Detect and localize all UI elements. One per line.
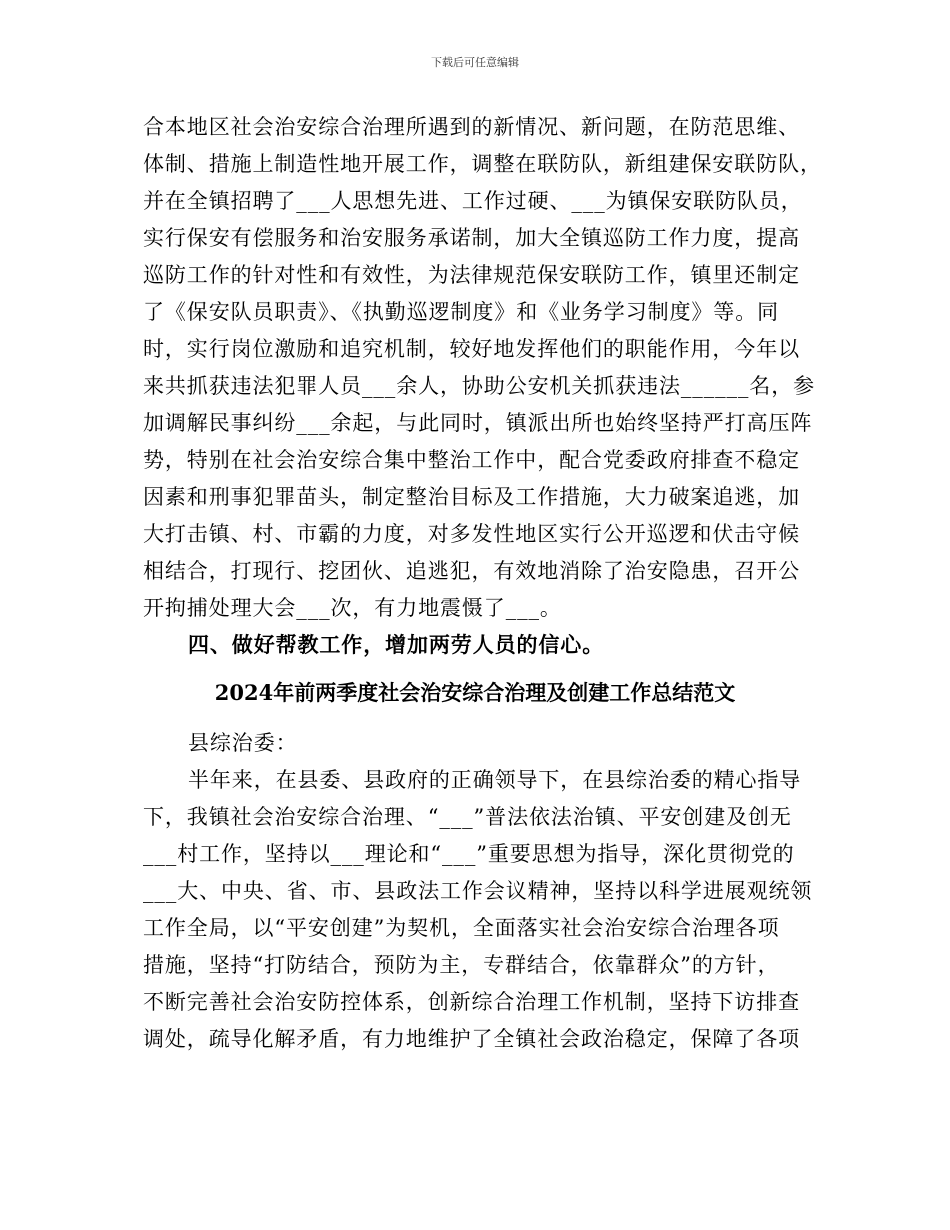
text-line: 实行保安有偿服务和治安服务承诺制，加大全镇巡防工作力度，提高 — [143, 226, 800, 250]
text-line: 合本地区社会治安综合治理所遇到的新情况、新问题，在防范思维、 — [143, 115, 800, 139]
text-line: 时，实行岗位激励和追究机制，较好地发挥他们的职能作用，今年以 — [143, 337, 800, 361]
text-line: 体制、措施上制造性地开展工作，调整在联防队，新组建保安联防队， — [143, 152, 822, 176]
text-line: 巡防工作的针对性和有效性，为法律规范保安联防工作，镇里还制定 — [143, 263, 800, 287]
text-line: 半年来，在县委、县政府的正确领导下，在县综治委的精心指导 — [188, 768, 802, 792]
document-title: 2024年前两季度社会治安综合治理及创建工作总结范文 — [214, 680, 736, 705]
text-line: 下，我镇社会治安综合治理、“___”普法依法治镇、平安创建及创无 — [143, 805, 792, 829]
text-line: 相结合，打现行、挖团伙、追逃犯，有效地消除了治安隐患，召开公 — [143, 559, 800, 583]
salutation: 县综治委： — [188, 731, 298, 755]
section-heading: 四、做好帮教工作，增加两劳人员的信心。 — [188, 632, 605, 657]
text-line: 工作全局，以“平安创建”为契机，全面落实社会治安综合治理各项 — [143, 916, 780, 940]
page-header: 下载后可任意编辑 — [431, 56, 519, 69]
text-line: 大打击镇、村、市霸的力度，对多发性地区实行公开巡逻和伏击守候 — [143, 522, 800, 546]
text-line: 并在全镇招聘了___人思想先进、工作过硬、___为镇保安联防队员， — [143, 189, 803, 213]
text-line: 了《保安队员职责》、《执勤巡逻制度》和《业务学习制度》等。同 — [143, 300, 779, 324]
text-line: 开拘捕处理大会___次，有力地震慑了___。 — [143, 596, 562, 620]
text-line: 加调解民事纠纷___余起，与此同时，镇派出所也始终坚持严打高压阵 — [143, 411, 813, 435]
text-line: ___村工作，坚持以___理论和“___”重要思想为指导，深化贯彻党的 — [143, 842, 795, 866]
text-line: 因素和刑事犯罪苗头，制定整治目标及工作措施，大力破案追逃，加 — [143, 485, 800, 509]
text-line: ___大、中央、省、市、县政法工作会议精神，坚持以科学进展观统领 — [143, 879, 813, 903]
text-line: 不断完善社会治安防控体系，创新综合治理工作机制，坚持下访排查 — [143, 990, 800, 1014]
text-line: 来共抓获违法犯罪人员___余人，协助公安机关抓获违法______名，参 — [143, 374, 815, 398]
text-line: 措施，坚持“打防结合，预防为主，专群结合，依靠群众”的方针， — [143, 953, 780, 977]
text-line: 势，特别在社会治安综合集中整治工作中，配合党委政府排查不稳定 — [143, 448, 800, 472]
text-line: 调处，疏导化解矛盾，有力地维护了全镇社会政治稳定，保障了各项 — [143, 1027, 800, 1051]
